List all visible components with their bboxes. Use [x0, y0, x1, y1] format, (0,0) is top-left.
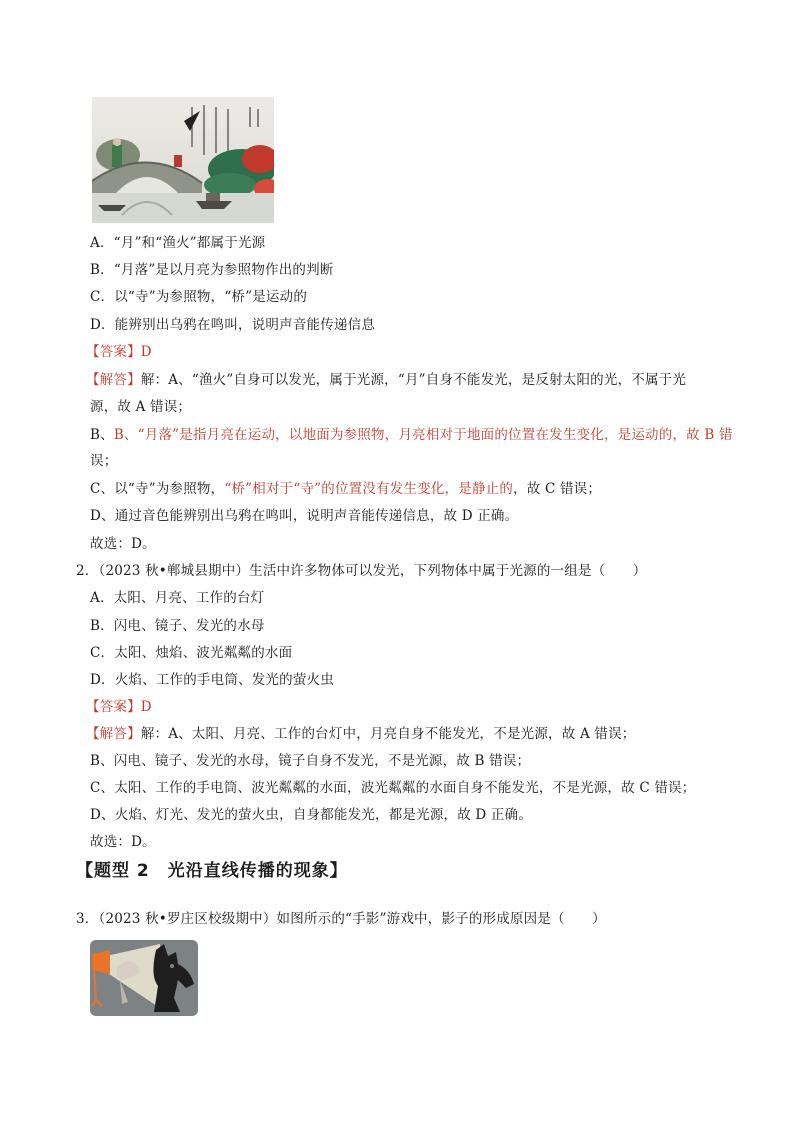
- hand-shadow-image: [90, 940, 198, 1016]
- q1-analysis-line3-red: “桥”相对于“寺”的位置没有发生变化，是静止的: [224, 481, 514, 497]
- q1-analysis-line4: D、通过音色能辨别出乌鸦在鸣叫，说明声音能传递信息，故 D 正确。: [90, 508, 519, 524]
- q1-analysis-line2: [90, 426, 733, 444]
- q1-analysis-line1: [86, 371, 686, 389]
- q2-conclusion: 故选：D。: [90, 834, 156, 850]
- q1-answer: 【答案】D: [86, 344, 152, 360]
- q3-stem: 3．（2023 秋•罗庄区校级期中）如图所示的“手影”游戏中，影子的形成原因是（ ）: [76, 911, 606, 927]
- q1-option-d: D．能辨别出乌鸦在鸣叫，说明声音能传递信息: [90, 317, 376, 333]
- q1-analysis-line3: [90, 480, 601, 498]
- section-heading: 【题型 2 光沿直线传播的现象】: [76, 861, 348, 881]
- q1-analysis-line2-head: B、: [90, 427, 114, 443]
- q1-analysis-line3-post: ，故 C 错误；: [513, 481, 602, 497]
- q1-option-a: A．“月”和“渔火”都属于光源: [90, 235, 266, 251]
- q2-option-b: B．闪电、镜子、发光的水母: [90, 618, 265, 634]
- q2-analysis-line1-text: 解：A、太阳、月亮、工作的台灯中，月亮自身不能发光，不是光源，故 A 错误；: [140, 726, 636, 742]
- q1-analysis-label: 【解答】: [86, 372, 141, 388]
- q2-analysis-line1: [86, 725, 636, 743]
- q1-analysis-line1-text: 解：A、“渔火”自身可以发光，属于光源，“月”自身不能发光，是反射太阳的光，不属于光: [140, 372, 687, 388]
- maple-bridge-painting-image: [92, 97, 274, 223]
- q2-answer: 【答案】D: [86, 699, 152, 715]
- q2-option-c: C．太阳、烛焰、波光粼粼的水面: [90, 645, 293, 661]
- q1-analysis-line2-text: B、“月落”是指月亮在运动，以地面为参照物，月亮相对于地面的位置在发生变化，是运动的，故 B 错: [113, 427, 733, 443]
- q2-analysis-line3: C、太阳、工作的手电筒、波光粼粼的水面，波光粼粼的水面自身不能发光，不是光源，故 C 错误；: [90, 780, 696, 796]
- q2-option-a: A．太阳、月亮、工作的台灯: [90, 590, 265, 606]
- q2-analysis-label: 【解答】: [86, 726, 141, 742]
- q1-analysis-line3-pre: C、以“寺”为参照物，: [90, 481, 225, 497]
- q2-stem: 2．（2023 秋•郸城县期中）生活中许多物体可以发光，下列物体中属于光源的一组是（ ）: [76, 563, 647, 579]
- q1-option-c: C．以“寺”为参照物，“桥”是运动的: [90, 289, 308, 305]
- q2-analysis-line2: B、闪电、镜子、发光的水母，镜子自身不发光，不是光源，故 B 错误；: [90, 753, 531, 769]
- q1-conclusion: 故选：D。: [90, 536, 156, 552]
- q2-analysis-line4: D、火焰、灯光、发光的萤火虫，自身都能发光，都是光源，故 D 正确。: [90, 807, 533, 823]
- q1-option-b: B．“月落”是以月亮为参照物作出的判断: [90, 262, 334, 278]
- q1-analysis-line2-cont: 误；: [90, 453, 118, 469]
- q1-analysis-line1-cont: 源，故 A 错误；: [90, 399, 192, 415]
- q2-option-d: D．火焰、工作的手电筒、发光的萤火虫: [90, 672, 334, 688]
